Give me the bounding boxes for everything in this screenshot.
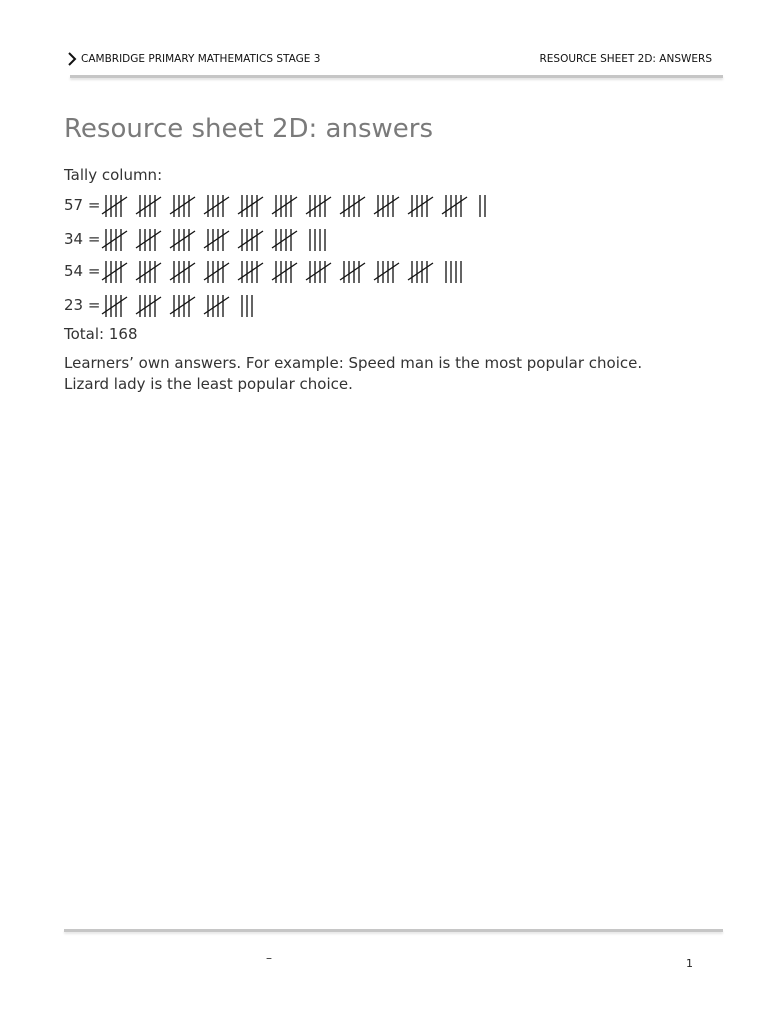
tally-row-label: 23 =	[64, 296, 101, 314]
tally-marks	[100, 226, 540, 254]
answer-line-2: Lizard lady is the least popular choice.	[64, 375, 353, 393]
chevron-right-icon	[66, 51, 78, 67]
footer-dash: –	[266, 951, 272, 965]
page-title: Resource sheet 2D: answers	[64, 114, 434, 144]
answer-paragraph	[64, 353, 704, 395]
footer-divider	[64, 929, 723, 932]
header-course-title: CAMBRIDGE PRIMARY MATHEMATICS STAGE 3	[81, 53, 321, 65]
page-header	[66, 50, 712, 70]
answer-line-1: Learners’ own answers. For example: Speed man is the most popular choice.	[64, 354, 643, 372]
tally-column-label: Tally column:	[64, 166, 163, 184]
tally-row-label: 34 =	[64, 230, 101, 248]
tally-marks	[100, 192, 540, 220]
header-sheet-title: RESOURCE SHEET 2D: ANSWERS	[539, 53, 712, 65]
tally-row-label: 57 =	[64, 196, 101, 214]
tally-row-label: 54 =	[64, 262, 101, 280]
tally-marks	[100, 258, 540, 286]
tally-marks	[100, 292, 540, 320]
header-divider	[70, 75, 723, 78]
total-line: Total: 168	[64, 325, 138, 343]
page-number: 1	[686, 957, 693, 970]
